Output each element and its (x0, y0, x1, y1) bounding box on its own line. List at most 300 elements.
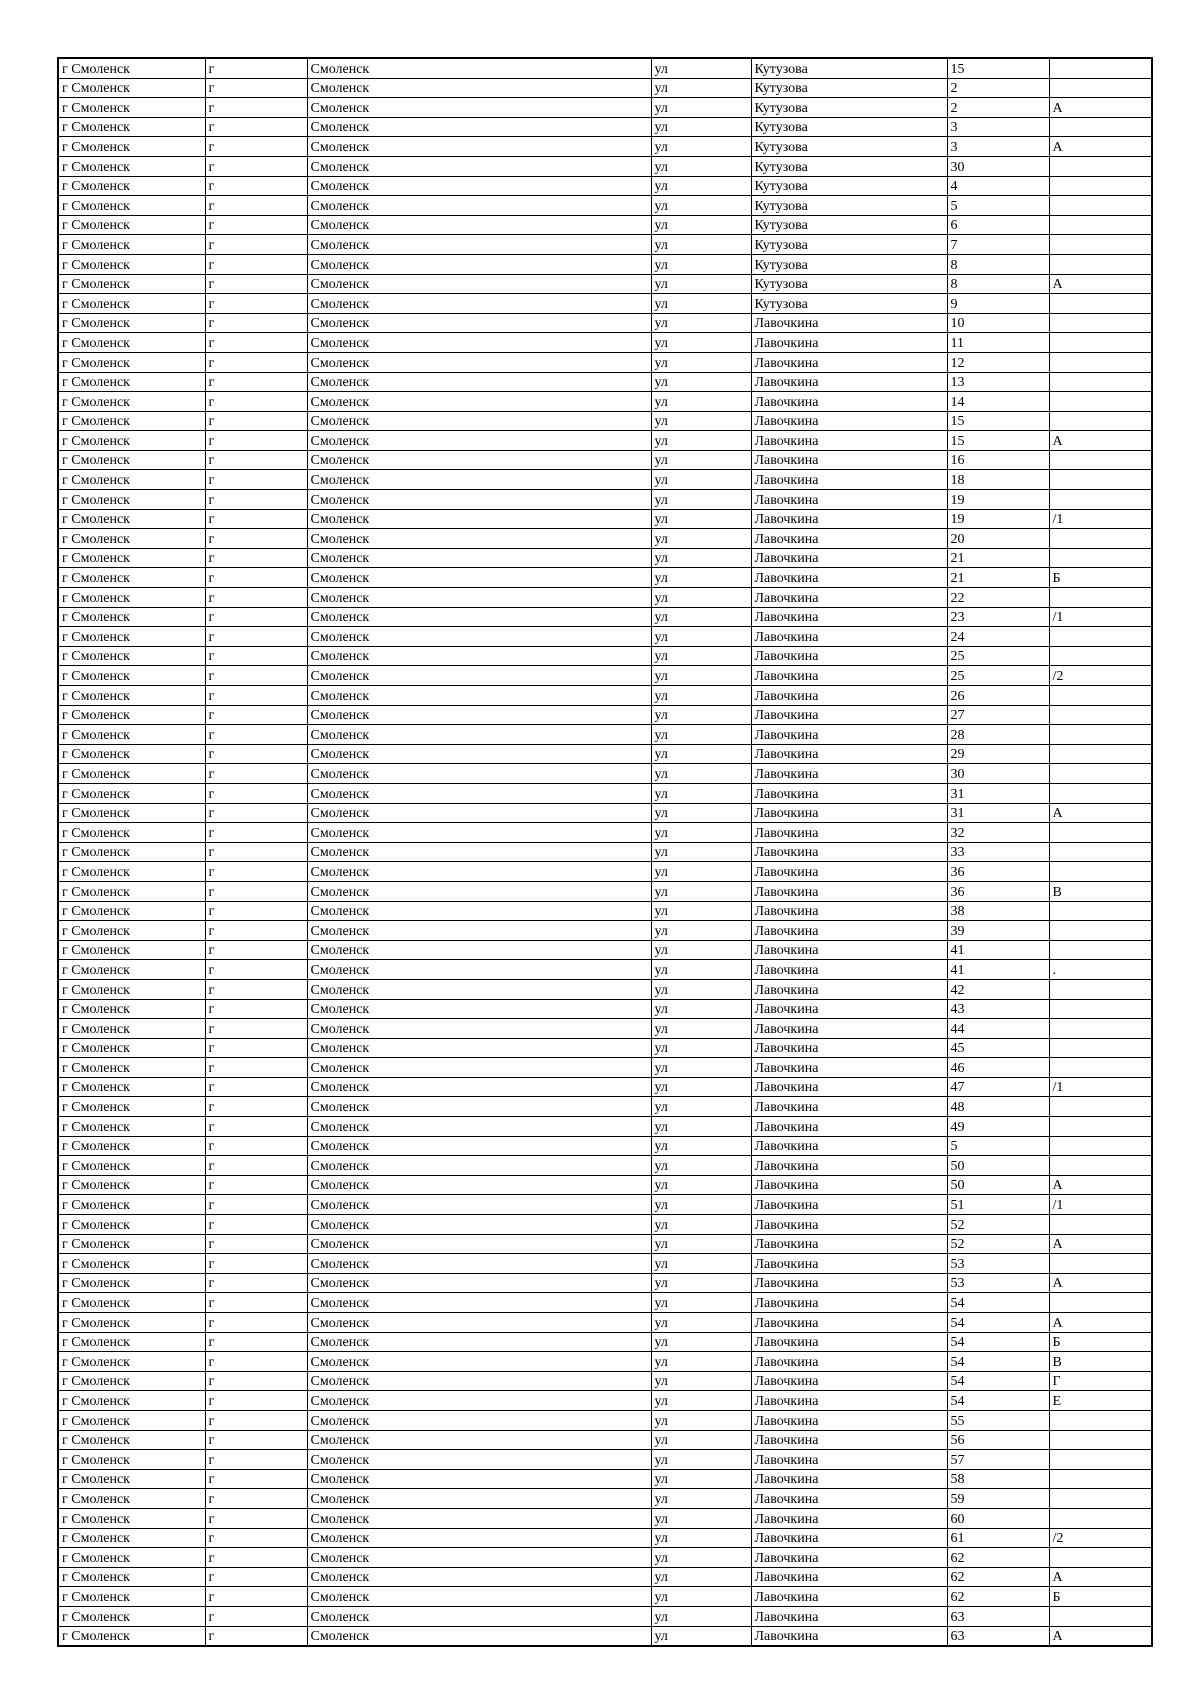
region-cell: г Смоленск (58, 235, 205, 255)
street-type-cell: ул (651, 450, 751, 470)
house-number-cell: 10 (947, 313, 1049, 333)
street-type-cell: ул (651, 1430, 751, 1450)
table-row (58, 1391, 1152, 1411)
region-cell: г Смоленск (58, 1352, 205, 1372)
city-cell: Смоленск (307, 98, 651, 118)
table-row (58, 744, 1152, 764)
city-cell: Смоленск (307, 1117, 651, 1137)
street-type-cell: ул (651, 156, 751, 176)
city-type-cell: г (205, 744, 307, 764)
region-cell: г Смоленск (58, 646, 205, 666)
street-type-cell: ул (651, 1077, 751, 1097)
house-suffix-cell (1049, 999, 1152, 1019)
city-type-cell: г (205, 979, 307, 999)
city-type-cell: г (205, 1626, 307, 1646)
city-cell: Смоленск (307, 842, 651, 862)
city-type-cell: г (205, 783, 307, 803)
house-suffix-cell (1049, 1410, 1152, 1430)
region-cell: г Смоленск (58, 921, 205, 941)
house-suffix-cell (1049, 1430, 1152, 1450)
street-type-cell: ул (651, 1293, 751, 1313)
house-number-cell: 21 (947, 568, 1049, 588)
region-cell: г Смоленск (58, 1371, 205, 1391)
table-row (58, 411, 1152, 431)
house-number-cell: 19 (947, 509, 1049, 529)
city-type-cell: г (205, 607, 307, 627)
street-cell: Лавочкина (751, 529, 947, 549)
city-cell: Смоленск (307, 1450, 651, 1470)
house-number-cell: 25 (947, 666, 1049, 686)
street-type-cell: ул (651, 1038, 751, 1058)
city-type-cell: г (205, 1391, 307, 1411)
city-type-cell: г (205, 352, 307, 372)
city-cell: Смоленск (307, 1254, 651, 1274)
city-type-cell: г (205, 117, 307, 137)
city-type-cell: г (205, 137, 307, 157)
region-cell: г Смоленск (58, 1077, 205, 1097)
city-cell: Смоленск (307, 313, 651, 333)
address-table (57, 57, 1153, 1647)
city-cell: Смоленск (307, 215, 651, 235)
city-cell: Смоленск (307, 1391, 651, 1411)
region-cell: г Смоленск (58, 1234, 205, 1254)
city-type-cell: г (205, 1313, 307, 1333)
house-suffix-cell (1049, 78, 1152, 98)
city-cell: Смоленск (307, 1528, 651, 1548)
house-suffix-cell: А (1049, 431, 1152, 451)
region-cell: г Смоленск (58, 1273, 205, 1293)
city-type-cell: г (205, 1606, 307, 1626)
city-cell: Смоленск (307, 1234, 651, 1254)
street-cell: Лавочкина (751, 1450, 947, 1470)
street-type-cell: ул (651, 1175, 751, 1195)
street-type-cell: ул (651, 215, 751, 235)
house-suffix-cell: /1 (1049, 1077, 1152, 1097)
house-suffix-cell: А (1049, 1626, 1152, 1646)
street-cell: Кутузова (751, 58, 947, 78)
street-type-cell: ул (651, 137, 751, 157)
table-row (58, 1215, 1152, 1235)
street-cell: Лавочкина (751, 1548, 947, 1568)
house-suffix-cell (1049, 235, 1152, 255)
street-cell: Кутузова (751, 137, 947, 157)
street-type-cell: ул (651, 725, 751, 745)
table-row (58, 490, 1152, 510)
street-type-cell: ул (651, 1058, 751, 1078)
city-cell: Смоленск (307, 1019, 651, 1039)
region-cell: г Смоленск (58, 1038, 205, 1058)
house-suffix-cell (1049, 1508, 1152, 1528)
house-number-cell: 15 (947, 58, 1049, 78)
house-suffix-cell: /2 (1049, 666, 1152, 686)
table-row (58, 509, 1152, 529)
street-type-cell: ул (651, 1195, 751, 1215)
street-type-cell: ул (651, 1528, 751, 1548)
city-type-cell: г (205, 235, 307, 255)
table-row (58, 156, 1152, 176)
street-type-cell: ул (651, 960, 751, 980)
table-row (58, 588, 1152, 608)
street-cell: Лавочкина (751, 1195, 947, 1215)
city-cell: Смоленск (307, 725, 651, 745)
city-cell: Смоленск (307, 627, 651, 647)
city-cell: Смоленск (307, 490, 651, 510)
table-row (58, 686, 1152, 706)
street-type-cell: ул (651, 686, 751, 706)
house-number-cell: 31 (947, 783, 1049, 803)
house-number-cell: 50 (947, 1156, 1049, 1176)
table-row (58, 313, 1152, 333)
street-type-cell: ул (651, 529, 751, 549)
table-row (58, 607, 1152, 627)
table-row (58, 352, 1152, 372)
region-cell: г Смоленск (58, 803, 205, 823)
city-type-cell: г (205, 529, 307, 549)
city-cell: Смоленск (307, 901, 651, 921)
region-cell: г Смоленск (58, 627, 205, 647)
table-row (58, 1195, 1152, 1215)
table-row (58, 333, 1152, 353)
city-type-cell: г (205, 294, 307, 314)
city-type-cell: г (205, 431, 307, 451)
city-cell: Смоленск (307, 1567, 651, 1587)
city-cell: Смоленск (307, 137, 651, 157)
city-cell: Смоленск (307, 1058, 651, 1078)
house-suffix-cell (1049, 823, 1152, 843)
table-row (58, 1587, 1152, 1607)
region-cell: г Смоленск (58, 979, 205, 999)
table-row (58, 940, 1152, 960)
street-type-cell: ул (651, 490, 751, 510)
house-number-cell: 54 (947, 1371, 1049, 1391)
street-type-cell: ул (651, 1548, 751, 1568)
region-cell: г Смоленск (58, 98, 205, 118)
house-number-cell: 59 (947, 1489, 1049, 1509)
house-number-cell: 25 (947, 646, 1049, 666)
city-cell: Смоленск (307, 979, 651, 999)
street-type-cell: ул (651, 1371, 751, 1391)
house-suffix-cell (1049, 921, 1152, 941)
city-type-cell: г (205, 1058, 307, 1078)
region-cell: г Смоленск (58, 862, 205, 882)
street-type-cell: ул (651, 313, 751, 333)
region-cell: г Смоленск (58, 411, 205, 431)
city-type-cell: г (205, 1489, 307, 1509)
street-cell: Лавочкина (751, 744, 947, 764)
house-number-cell: 55 (947, 1410, 1049, 1430)
region-cell: г Смоленск (58, 1489, 205, 1509)
house-suffix-cell (1049, 588, 1152, 608)
region-cell: г Смоленск (58, 1410, 205, 1430)
table-row (58, 196, 1152, 216)
city-type-cell: г (205, 588, 307, 608)
house-number-cell: 54 (947, 1391, 1049, 1411)
house-suffix-cell: В (1049, 1352, 1152, 1372)
city-type-cell: г (205, 470, 307, 490)
table-row (58, 881, 1152, 901)
house-suffix-cell (1049, 333, 1152, 353)
house-suffix-cell (1049, 744, 1152, 764)
city-type-cell: г (205, 666, 307, 686)
house-suffix-cell (1049, 901, 1152, 921)
house-number-cell: 23 (947, 607, 1049, 627)
street-cell: Лавочкина (751, 1038, 947, 1058)
house-suffix-cell (1049, 372, 1152, 392)
city-type-cell: г (205, 490, 307, 510)
table-row (58, 666, 1152, 686)
house-number-cell: 62 (947, 1548, 1049, 1568)
house-number-cell: 41 (947, 960, 1049, 980)
table-row (58, 392, 1152, 412)
street-cell: Лавочкина (751, 646, 947, 666)
region-cell: г Смоленск (58, 1626, 205, 1646)
street-type-cell: ул (651, 1273, 751, 1293)
house-number-cell: 2 (947, 78, 1049, 98)
table-row (58, 999, 1152, 1019)
city-type-cell: г (205, 215, 307, 235)
street-type-cell: ул (651, 783, 751, 803)
street-type-cell: ул (651, 764, 751, 784)
street-cell: Кутузова (751, 235, 947, 255)
house-suffix-cell (1049, 450, 1152, 470)
city-type-cell: г (205, 1019, 307, 1039)
region-cell: г Смоленск (58, 196, 205, 216)
city-cell: Смоленск (307, 1156, 651, 1176)
city-type-cell: г (205, 646, 307, 666)
street-type-cell: ул (651, 1450, 751, 1470)
street-cell: Лавочкина (751, 1117, 947, 1137)
house-suffix-cell (1049, 1136, 1152, 1156)
city-cell: Смоленск (307, 764, 651, 784)
city-type-cell: г (205, 1352, 307, 1372)
street-type-cell: ул (651, 470, 751, 490)
street-cell: Лавочкина (751, 1097, 947, 1117)
street-cell: Лавочкина (751, 1626, 947, 1646)
city-cell: Смоленск (307, 940, 651, 960)
street-cell: Лавочкина (751, 431, 947, 451)
region-cell: г Смоленск (58, 1332, 205, 1352)
city-type-cell: г (205, 1371, 307, 1391)
table-row (58, 1567, 1152, 1587)
street-cell: Лавочкина (751, 1077, 947, 1097)
region-cell: г Смоленск (58, 1313, 205, 1333)
street-type-cell: ул (651, 274, 751, 294)
house-number-cell: 62 (947, 1567, 1049, 1587)
house-suffix-cell: А (1049, 1175, 1152, 1195)
street-type-cell: ул (651, 744, 751, 764)
house-number-cell: 52 (947, 1234, 1049, 1254)
house-suffix-cell (1049, 1293, 1152, 1313)
house-number-cell: 19 (947, 490, 1049, 510)
house-suffix-cell: Г (1049, 1371, 1152, 1391)
street-cell: Лавочкина (751, 1430, 947, 1450)
region-cell: г Смоленск (58, 1195, 205, 1215)
table-row (58, 1175, 1152, 1195)
table-row (58, 529, 1152, 549)
table-row (58, 1410, 1152, 1430)
city-cell: Смоленск (307, 509, 651, 529)
city-cell: Смоленск (307, 1371, 651, 1391)
house-suffix-cell (1049, 313, 1152, 333)
region-cell: г Смоленск (58, 176, 205, 196)
city-type-cell: г (205, 58, 307, 78)
street-type-cell: ул (651, 979, 751, 999)
city-cell: Смоленск (307, 705, 651, 725)
house-suffix-cell (1049, 705, 1152, 725)
street-cell: Лавочкина (751, 1508, 947, 1528)
region-cell: г Смоленск (58, 1391, 205, 1411)
table-row (58, 1626, 1152, 1646)
house-number-cell: 54 (947, 1352, 1049, 1372)
street-cell: Лавочкина (751, 470, 947, 490)
house-suffix-cell (1049, 196, 1152, 216)
house-suffix-cell (1049, 979, 1152, 999)
house-number-cell: 13 (947, 372, 1049, 392)
city-cell: Смоленск (307, 1548, 651, 1568)
city-type-cell: г (205, 1508, 307, 1528)
street-type-cell: ул (651, 1215, 751, 1235)
street-type-cell: ул (651, 1136, 751, 1156)
house-number-cell: 31 (947, 803, 1049, 823)
street-cell: Лавочкина (751, 568, 947, 588)
house-number-cell: 62 (947, 1587, 1049, 1607)
house-number-cell: 44 (947, 1019, 1049, 1039)
table-row (58, 235, 1152, 255)
table-row (58, 1508, 1152, 1528)
house-number-cell: 42 (947, 979, 1049, 999)
city-cell: Смоленск (307, 1313, 651, 1333)
street-cell: Лавочкина (751, 1254, 947, 1274)
house-suffix-cell (1049, 529, 1152, 549)
house-suffix-cell (1049, 725, 1152, 745)
table-row (58, 1038, 1152, 1058)
house-suffix-cell (1049, 411, 1152, 431)
house-suffix-cell (1049, 627, 1152, 647)
street-cell: Лавочкина (751, 1058, 947, 1078)
region-cell: г Смоленск (58, 313, 205, 333)
house-suffix-cell: Б (1049, 1587, 1152, 1607)
house-suffix-cell: А (1049, 1313, 1152, 1333)
region-cell: г Смоленск (58, 274, 205, 294)
street-cell: Лавочкина (751, 392, 947, 412)
street-cell: Лавочкина (751, 1528, 947, 1548)
street-cell: Кутузова (751, 98, 947, 118)
house-number-cell: 22 (947, 588, 1049, 608)
region-cell: г Смоленск (58, 705, 205, 725)
house-number-cell: 15 (947, 431, 1049, 451)
city-type-cell: г (205, 1117, 307, 1137)
city-type-cell: г (205, 509, 307, 529)
region-cell: г Смоленск (58, 1019, 205, 1039)
city-cell: Смоленск (307, 1587, 651, 1607)
city-type-cell: г (205, 940, 307, 960)
region-cell: г Смоленск (58, 1254, 205, 1274)
region-cell: г Смоленск (58, 823, 205, 843)
city-cell: Смоленск (307, 411, 651, 431)
table-row (58, 1254, 1152, 1274)
house-number-cell: 63 (947, 1626, 1049, 1646)
street-cell: Лавочкина (751, 1136, 947, 1156)
region-cell: г Смоленск (58, 568, 205, 588)
house-number-cell: 47 (947, 1077, 1049, 1097)
house-number-cell: 11 (947, 333, 1049, 353)
table-row (58, 1077, 1152, 1097)
street-type-cell: ул (651, 803, 751, 823)
city-cell: Смоленск (307, 1606, 651, 1626)
street-type-cell: ул (651, 1019, 751, 1039)
street-type-cell: ул (651, 940, 751, 960)
table-row (58, 1097, 1152, 1117)
street-cell: Кутузова (751, 254, 947, 274)
street-cell: Лавочкина (751, 450, 947, 470)
house-number-cell: 56 (947, 1430, 1049, 1450)
table-row (58, 764, 1152, 784)
street-cell: Кутузова (751, 176, 947, 196)
region-cell: г Смоленск (58, 881, 205, 901)
city-type-cell: г (205, 1273, 307, 1293)
city-cell: Смоленск (307, 117, 651, 137)
region-cell: г Смоленск (58, 450, 205, 470)
table-row (58, 568, 1152, 588)
house-suffix-cell (1049, 1450, 1152, 1470)
street-type-cell: ул (651, 1254, 751, 1274)
street-type-cell: ул (651, 1391, 751, 1411)
street-cell: Лавочкина (751, 1019, 947, 1039)
street-cell: Кутузова (751, 156, 947, 176)
house-suffix-cell (1049, 352, 1152, 372)
city-type-cell: г (205, 627, 307, 647)
house-number-cell: 29 (947, 744, 1049, 764)
table-row (58, 979, 1152, 999)
street-type-cell: ул (651, 705, 751, 725)
house-suffix-cell (1049, 940, 1152, 960)
street-cell: Лавочкина (751, 881, 947, 901)
city-cell: Смоленск (307, 1038, 651, 1058)
street-cell: Лавочкина (751, 1215, 947, 1235)
city-type-cell: г (205, 1215, 307, 1235)
city-cell: Смоленск (307, 372, 651, 392)
city-type-cell: г (205, 1077, 307, 1097)
table-row (58, 254, 1152, 274)
city-cell: Смоленск (307, 450, 651, 470)
street-cell: Лавочкина (751, 686, 947, 706)
region-cell: г Смоленск (58, 1528, 205, 1548)
street-cell: Лавочкина (751, 1156, 947, 1176)
city-type-cell: г (205, 176, 307, 196)
house-number-cell: 28 (947, 725, 1049, 745)
table-row (58, 1293, 1152, 1313)
house-number-cell: 54 (947, 1293, 1049, 1313)
street-type-cell: ул (651, 431, 751, 451)
house-number-cell: 48 (947, 1097, 1049, 1117)
street-cell: Лавочкина (751, 842, 947, 862)
region-cell: г Смоленск (58, 58, 205, 78)
city-type-cell: г (205, 1234, 307, 1254)
house-suffix-cell: А (1049, 98, 1152, 118)
region-cell: г Смоленск (58, 588, 205, 608)
city-cell: Смоленск (307, 548, 651, 568)
region-cell: г Смоленск (58, 431, 205, 451)
city-type-cell: г (205, 196, 307, 216)
table-row (58, 705, 1152, 725)
table-row (58, 1156, 1152, 1176)
house-suffix-cell (1049, 1489, 1152, 1509)
street-cell: Лавочкина (751, 940, 947, 960)
city-type-cell: г (205, 842, 307, 862)
table-row (58, 1273, 1152, 1293)
house-suffix-cell: /2 (1049, 1528, 1152, 1548)
house-number-cell: 9 (947, 294, 1049, 314)
